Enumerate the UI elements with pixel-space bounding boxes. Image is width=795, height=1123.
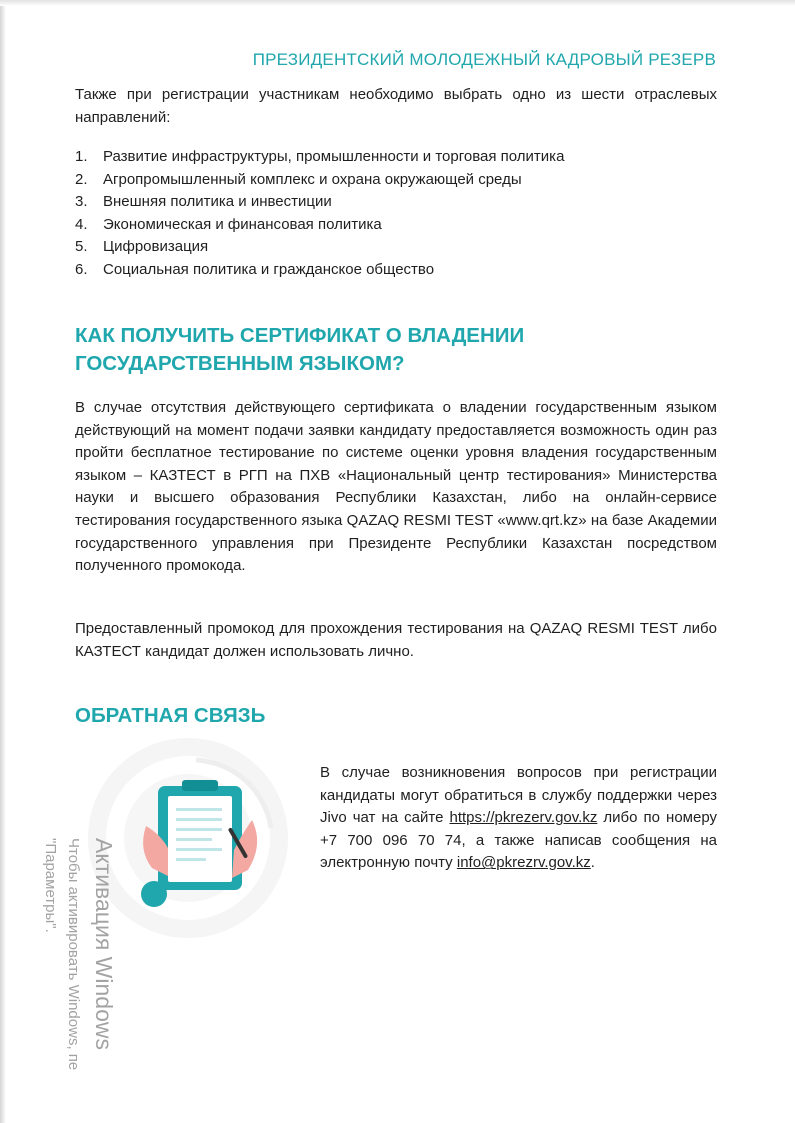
certificate-heading-line1: КАК ПОЛУЧИТЬ СЕРТИФИКАТ О ВЛАДЕНИИ [75,324,525,347]
document-header: ПРЕЗИДЕНТСКИЙ МОЛОДЕЖНЫЙ КАДРОВЫЙ РЕЗЕРВ [252,50,716,69]
windows-activation-watermark [42,838,118,1123]
feedback-heading: ОБРАТНАЯ СВЯЗЬ [75,704,266,727]
certificate-paragraph-1: В случае отсутствия действующего сертификата о владении государственным языком действующий на момент подачи заявки кандидату предоставляется возможность один раз пройти бесплатное тестирование по системе оценки уровня владения государственным языком – КАЗТЕСТ в РГП на ПХВ «Национальный центр тестирования» Министерства науки и высшего образования Республики Казахстан, либо на онлайн-сервисе тестирования государственного языка QAZAQ RESMI TEST «www.qrt.kz» на базе Академии государственного управления при Президенте Республики Казахстан посредством полученного промокода. [75,399,717,575]
phone-number: +7 700 096 70 74 [320,831,462,849]
list-item: 4. Экономическая и финансовая политика [75,215,382,233]
certificate-paragraph-2: Предоставленный промокод для прохождения тестирования на QAZAQ RESMI TEST либо КАЗТЕСТ кандидат должен использовать лично. [75,620,717,660]
feedback-paragraph: В случае возникновения вопросов при регистрации кандидаты могут обратиться в службу поддержки через Jivo чат на сайте https://pkrezerv.gov.kz либо по номеру +7 700 096 70 74, а также написав сообщения на электронную почту info@pkrezrv.gov.kz. [320,764,718,872]
site-link[interactable]: https://pkrezerv.gov.kz [449,809,598,827]
list-item: 3. Внешняя политика и инвестиции [75,193,332,211]
list-item: 2. Агропромышленный комплекс и охрана окружающей среды [75,170,522,188]
directions-list [75,146,564,282]
list-item: 5. Цифровизация [75,238,209,256]
watermark-title: Активация Windows [91,838,117,1050]
certificate-heading-line2: ГОСУДАРСТВЕННЫМ ЯЗЫКОМ? [75,352,405,375]
list-item: 6. Социальная политика и гражданское общество [75,260,435,278]
watermark-text: "Параметры". [42,838,59,933]
watermark-text: Чтобы активировать Windows, пе [65,838,82,1071]
page-edge-shadow [0,0,6,1123]
email-link[interactable]: info@pkrezrv.gov.kz [456,854,591,872]
page-top-shadow [0,0,795,6]
certificate-heading [75,322,524,378]
intro-paragraph: Также при регистрации участникам необходимо выбрать одно из шести отраслевых направлений: [75,86,717,126]
list-item: 1. Развитие инфраструктуры, промышленности и торговая политика [75,148,565,165]
